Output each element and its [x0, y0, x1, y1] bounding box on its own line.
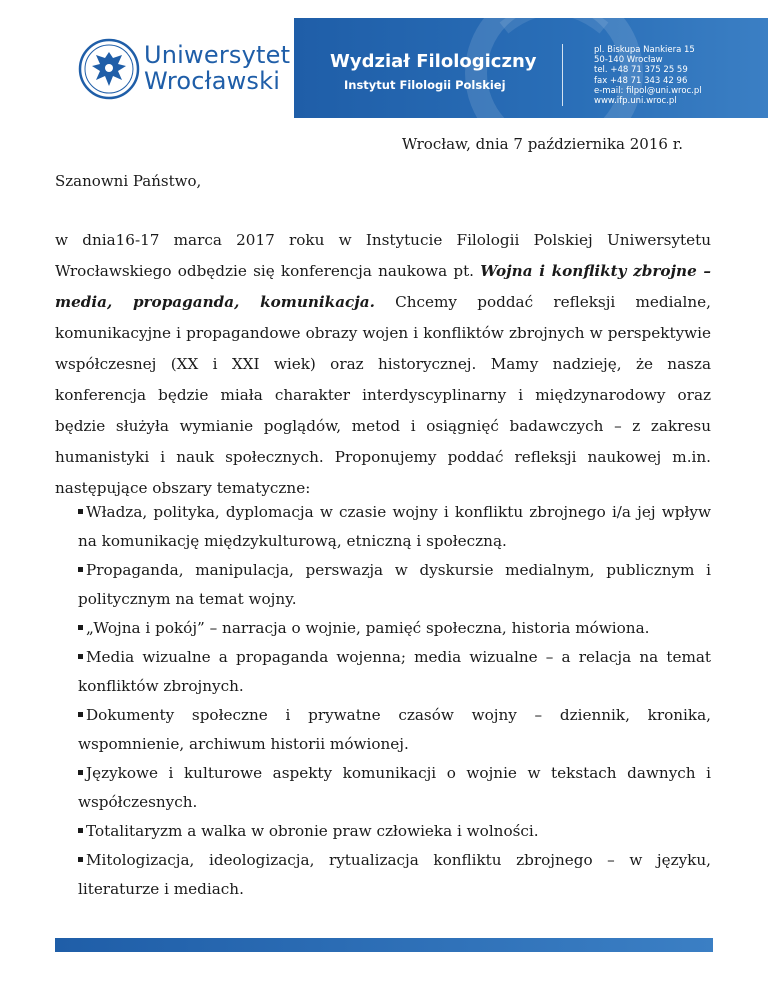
bullet-icon [78, 654, 83, 659]
topic-item [78, 701, 711, 759]
topic-text: Media wizualne a propaganda wojenna; media wizualne – a relacja na temat konfliktów zbrojnych. [78, 648, 711, 695]
intro-paragraph [55, 225, 711, 504]
footer-bar [55, 938, 713, 952]
bullet-icon [78, 712, 83, 717]
salutation: Szanowni Państwo, [55, 172, 202, 190]
intro-text-after: Chcemy poddać refleksji medialne, komunikacyjne i propagandowe obrazy wojen i konfliktów zbrojnych w perspektywie współczesnej (XX i XXI wiek) oraz historycznej. Mamy nadzieję, że nasza konferencja będzie miała charakter interdyscyplinarny i międzynarodowy oraz będzie służyła wymianie poglądów, metod i osiągnięć badawczych – z zakresu humanistyki i nauk społecznych. Proponujemy poddać refleksji naukowej m.in. następujące obszary tematyczne: [55, 293, 711, 497]
university-name-line2: Wrocławski [144, 67, 281, 95]
faculty-title: Wydział Filologiczny [330, 51, 537, 72]
topic-item [78, 759, 711, 817]
institute-title: Instytut Filologii Polskiej [344, 78, 506, 92]
conference-title: Wojna i konflikty zbrojne – media, propaganda, komunikacja. [55, 262, 711, 311]
topic-item [78, 498, 711, 556]
topic-text: Władza, polityka, dyplomacja w czasie wojny i konfliktu zbrojnego i/a jej wpływ na komunikację międzykulturową, etniczną i społeczną. [78, 503, 711, 550]
bullet-icon [78, 567, 83, 572]
address-phone: tel. +48 71 375 25 59 [594, 65, 688, 76]
contact-address [594, 45, 702, 106]
topic-item [78, 614, 711, 643]
topic-text: Dokumenty społeczne i prywatne czasów wojny – dziennik, kronika, wspomnienie, archiwum historii mówionej. [78, 706, 711, 753]
topic-item [78, 817, 711, 846]
address-street: pl. Biskupa Nankiera 15 [594, 45, 695, 55]
bullet-icon [78, 625, 83, 630]
letterhead [0, 0, 768, 125]
topic-text: Totalitaryzm a walka w obronie praw człowieka i wolności. [86, 822, 539, 840]
topic-text: „Wojna i pokój” – narracja o wojnie, pamięć społeczna, historia mówiona. [86, 619, 650, 637]
letter-date: Wrocław, dnia 7 października 2016 r. [401, 135, 683, 153]
topic-item [78, 643, 711, 701]
topic-text: Językowe i kulturowe aspekty komunikacji o wojnie w tekstach dawnych i współczesnych. [78, 764, 711, 811]
university-name [144, 42, 290, 94]
intro-text-before: w dnia16-17 marca 2017 roku w Instytucie Filologii Polskiej Uniwersytetu Wrocławskiego odbędzie się konferencja naukowa pt. [55, 231, 711, 280]
university-name-line1: Uniwersytet [144, 41, 291, 69]
address-website[interactable]: www.ifp.uni.wroc.pl [594, 96, 677, 107]
address-city: 50-140 Wrocław [594, 55, 663, 66]
address-email[interactable]: e-mail: filpol@uni.wroc.pl [594, 85, 702, 96]
topic-text: Propaganda, manipulacja, perswazja w dyskursie medialnym, publicznym i politycznym na temat wojny. [78, 561, 711, 608]
university-logo [78, 36, 291, 106]
bullet-icon [78, 770, 83, 775]
topic-list [78, 498, 711, 904]
bullet-icon [78, 857, 83, 862]
bullet-icon [78, 509, 83, 514]
topic-item [78, 846, 711, 904]
banner-divider [562, 44, 563, 106]
eagle-crest-icon [78, 38, 140, 100]
topic-text: Mitologizacja, ideologizacja, rytualizacja konfliktu zbrojnego – w języku, literaturze i mediach. [78, 851, 711, 898]
bullet-icon [78, 828, 83, 833]
topic-item [78, 556, 711, 614]
faculty-banner [294, 18, 768, 118]
address-fax: fax +48 71 343 42 96 [594, 75, 688, 86]
